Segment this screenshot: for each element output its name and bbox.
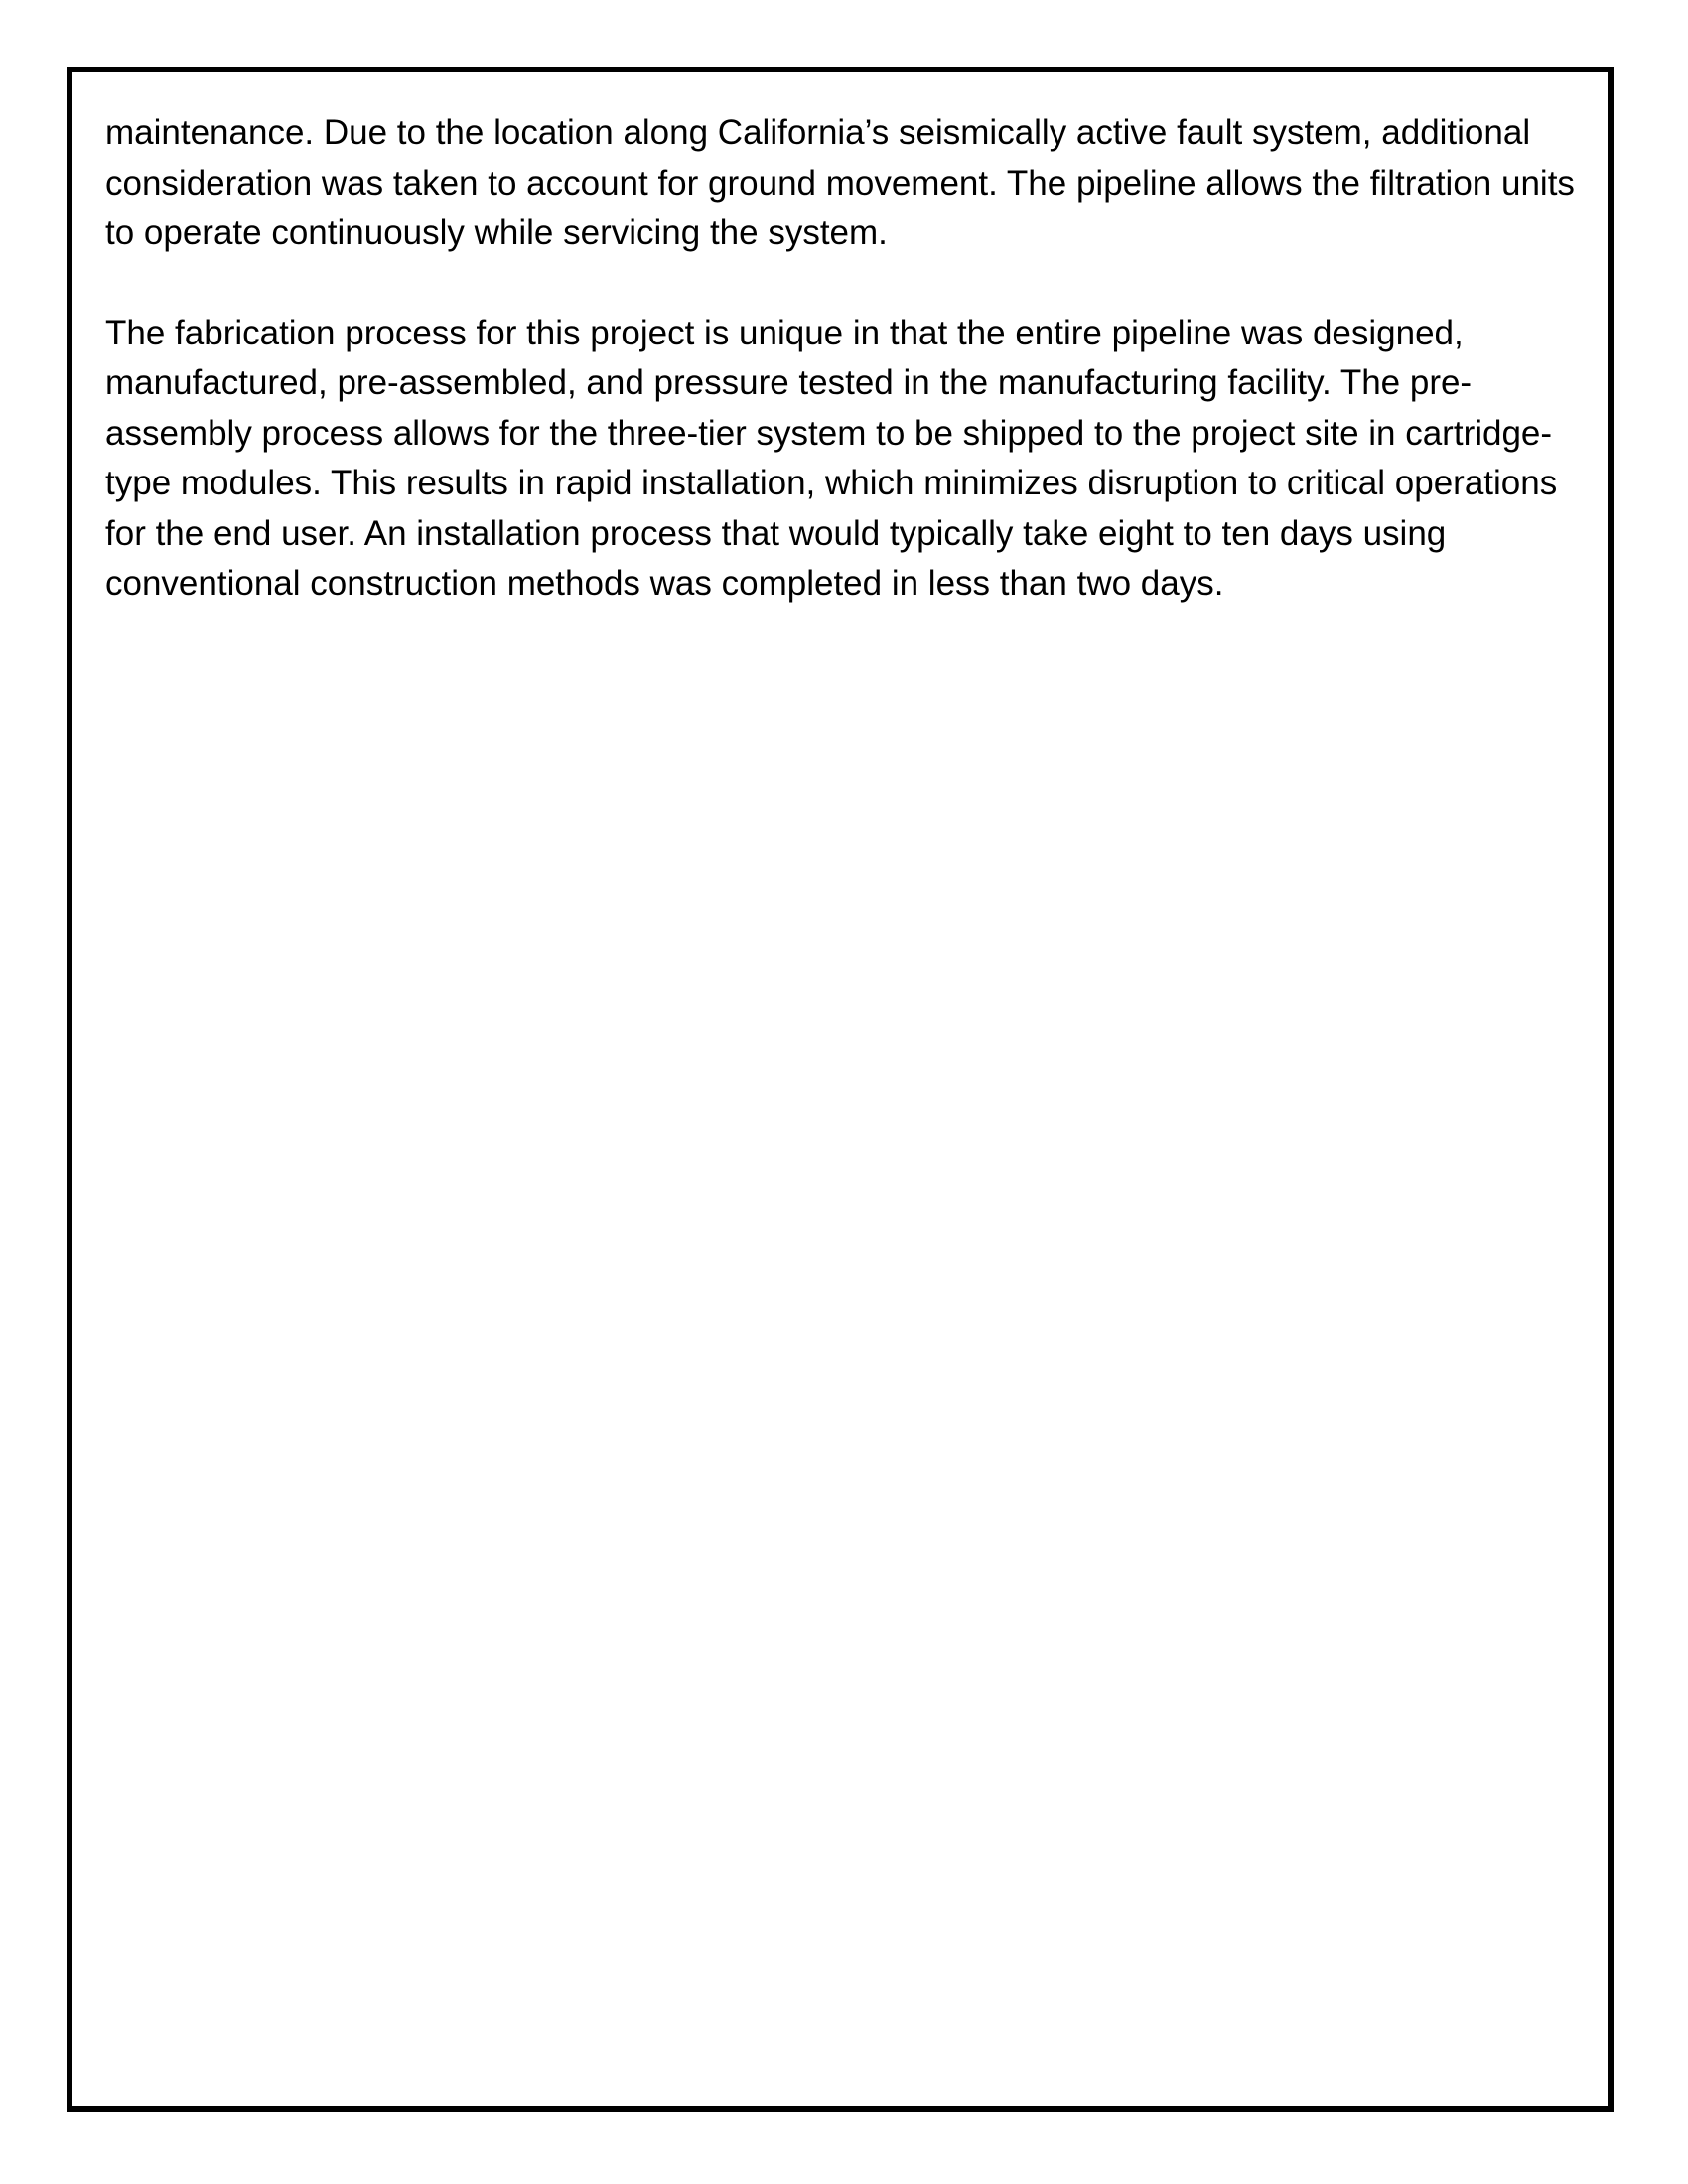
paragraph-fabrication-process: The fabrication process for this project is unique in that the entire pipeline was designed, manufactured, pre-assembled, and pressure tested in the manufacturing facility. The pre-assembly process allows for the three-tier system to be shipped to the project site in cartridge-type modules. This results in rapid installation, which minimizes disruption to critical operations for the end user. An installation process that would typically take eight to ten days using conventional construction methods was completed in less than two days. (105, 313, 1558, 603)
document-body (105, 108, 1575, 610)
paragraph-maintenance: maintenance. Due to the location along California’s seismically active fault system, additional consideration was taken to account for ground movement. The pipeline allows the filtration units to operate continuously while servicing the system. (105, 113, 1575, 252)
page-frame (67, 67, 1614, 2112)
